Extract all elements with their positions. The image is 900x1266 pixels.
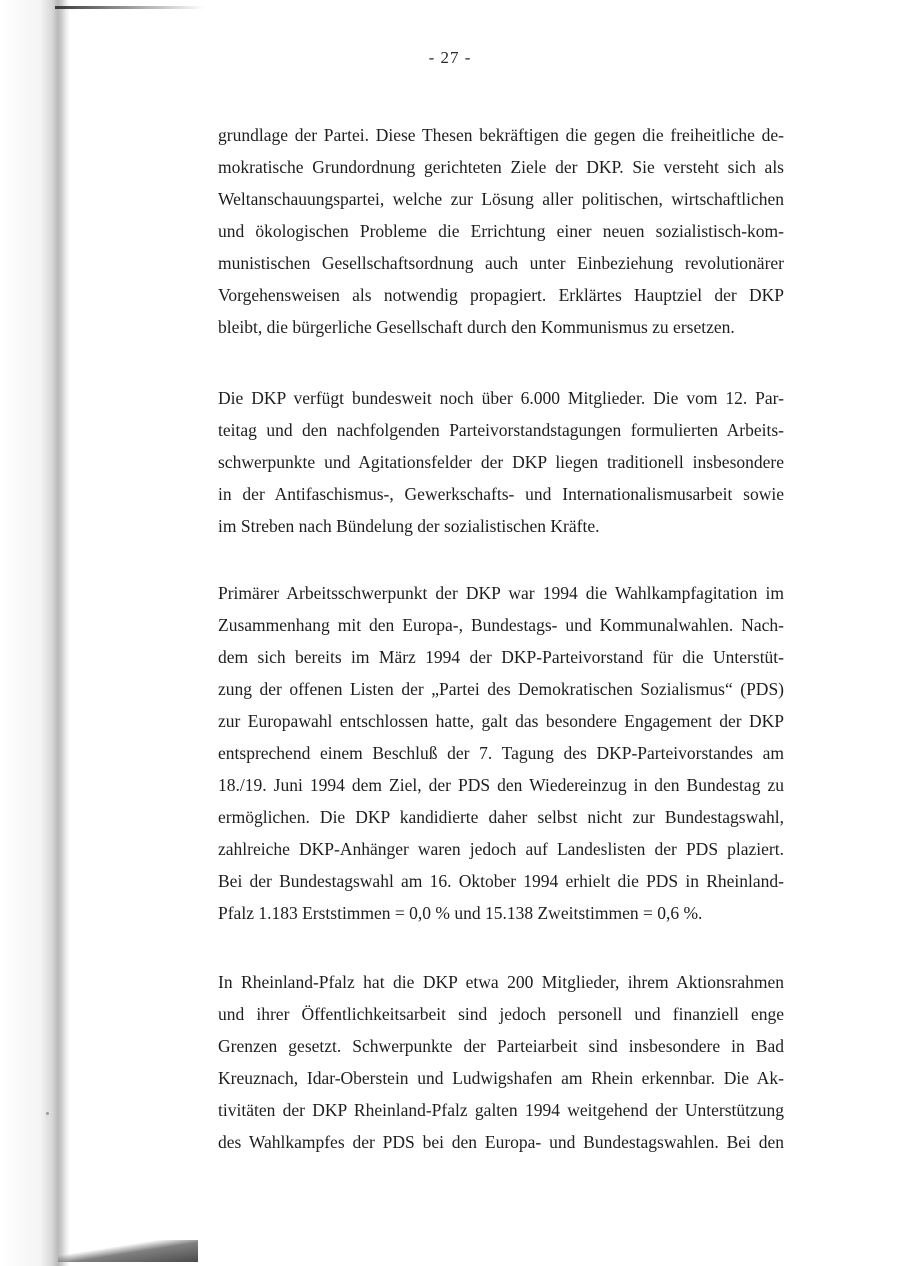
text-line: Grenzen gesetzt. Schwerpunkte der Parteiarbeit sind insbesondere in Bad (218, 1036, 784, 1056)
scan-edge-bottom (58, 1240, 198, 1262)
paragraph-3 (218, 577, 784, 929)
text-line: entsprechend einem Beschluß der 7. Tagung des DKP-Parteivorstandes am (218, 743, 784, 763)
text-line: grundlage der Partei. Diese Thesen bekräftigen die gegen die freiheitliche de- (218, 125, 784, 145)
text-line: Zusammenhang mit den Europa-, Bundestags- und Kommunalwahlen. Nach- (218, 615, 784, 635)
text-line: und ihrer Öffentlichkeitsarbeit sind jedoch personell und finanziell enge (218, 1004, 784, 1024)
text-line: und ökologischen Probleme die Errichtung einer neuen sozialistisch-kom- (218, 221, 784, 241)
paragraph-2 (218, 382, 784, 542)
scan-edge-top (55, 6, 205, 9)
text-line: im Streben nach Bündelung der sozialistischen Kräfte. (218, 516, 600, 536)
text-line: 18./19. Juni 1994 dem Ziel, der PDS den Wiedereinzug in den Bundestag zu (218, 775, 784, 795)
text-line: zung der offenen Listen der „Partei des Demokratischen Sozialismus“ (PDS) (218, 679, 784, 699)
text-line: tivitäten der DKP Rheinland-Pfalz galten 1994 weitgehend der Unterstützung (218, 1100, 784, 1120)
text-line: zur Europawahl entschlossen hatte, galt das besondere Engagement der DKP (218, 711, 784, 731)
text-line: mokratische Grundordnung gerichteten Ziele der DKP. Sie versteht sich als (218, 157, 784, 177)
text-line: munistischen Gesellschaftsordnung auch unter Einbeziehung revolutionärer (218, 253, 784, 273)
text-line: Pfalz 1.183 Erststimmen = 0,0 % und 15.138 Zweitstimmen = 0,6 %. (218, 903, 703, 923)
scan-speck (46, 1112, 49, 1115)
text-line: des Wahlkampfes der PDS bei den Europa- und Bundestagswahlen. Bei den (218, 1132, 784, 1152)
text-line: bleibt, die bürgerliche Gesellschaft durch den Kommunismus zu ersetzen. (218, 317, 735, 337)
text-line: in der Antifaschismus-, Gewerkschafts- und Internationalismusarbeit sowie (218, 484, 784, 504)
text-line: Die DKP verfügt bundesweit noch über 6.000 Mitglieder. Die vom 12. Par- (218, 388, 784, 408)
text-line: Primärer Arbeitsschwerpunkt der DKP war 1994 die Wahlkampfagitation im (218, 583, 784, 603)
text-line: Bei der Bundestagswahl am 16. Oktober 1994 erhielt die PDS in Rheinland- (218, 871, 784, 891)
text-line: teitag und den nachfolgenden Parteivorstandstagungen formulierten Arbeits- (218, 420, 784, 440)
text-line: Weltanschauungspartei, welche zur Lösung aller politischen, wirtschaftlichen (218, 189, 784, 209)
page-number: - 27 - (428, 48, 472, 67)
paragraph-1 (218, 119, 784, 343)
scan-binding-shadow (0, 0, 70, 1266)
paragraph-4 (218, 966, 784, 1158)
text-line: dem sich bereits im März 1994 der DKP-Parteivorstand für die Unterstüt- (218, 647, 784, 667)
text-line: Kreuznach, Idar-Oberstein und Ludwigshafen am Rhein erkennbar. Die Ak- (218, 1068, 784, 1088)
text-line: Vorgehensweisen als notwendig propagiert. Erklärtes Hauptziel der DKP (218, 285, 784, 305)
text-line: In Rheinland-Pfalz hat die DKP etwa 200 Mitglieder, ihrem Aktionsrahmen (218, 972, 784, 992)
text-line: schwerpunkte und Agitationsfelder der DKP liegen traditionell insbesondere (218, 452, 784, 472)
text-line: zahlreiche DKP-Anhänger waren jedoch auf Landeslisten der PDS plaziert. (218, 839, 784, 859)
text-line: ermöglichen. Die DKP kandidierte daher selbst nicht zur Bundestagswahl, (218, 807, 784, 827)
